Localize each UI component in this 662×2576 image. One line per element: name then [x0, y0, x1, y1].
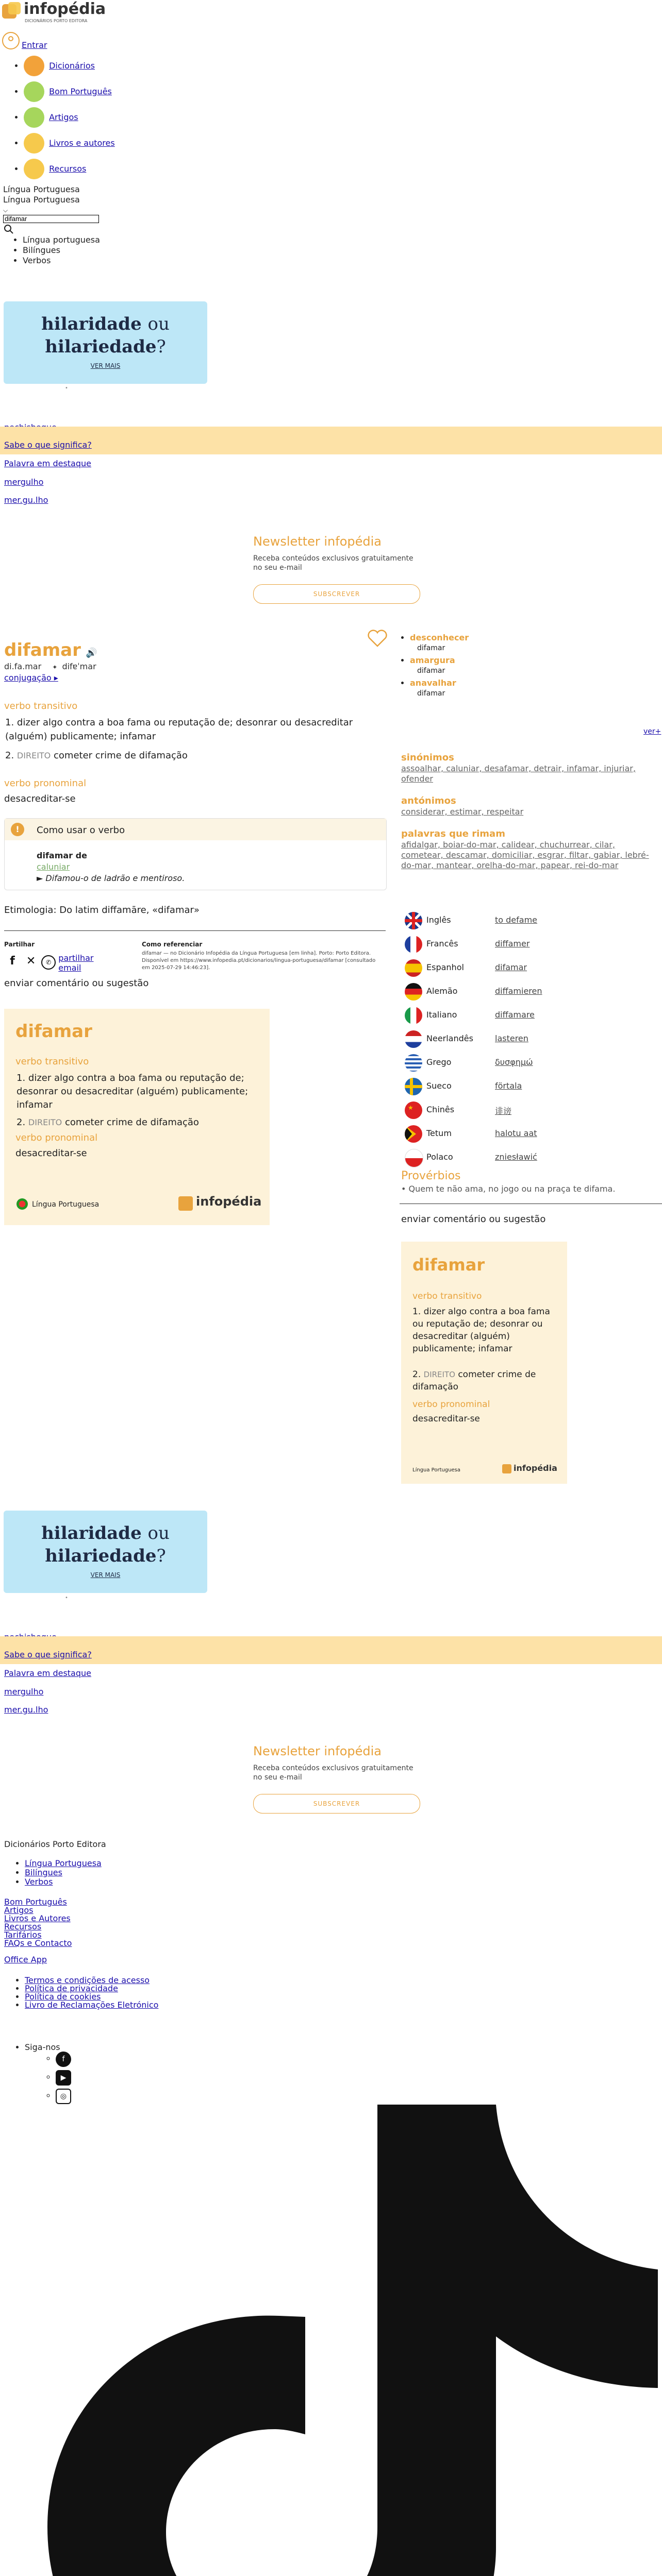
promo-question-mark: ?	[156, 336, 166, 357]
link-mergulho-2-text[interactable]: mergulho	[4, 1687, 44, 1697]
etymology	[4, 905, 200, 916]
audio-icon[interactable]: 🔊	[85, 648, 97, 658]
link-mergulho-syllables[interactable]	[4, 495, 48, 505]
def-number-1: 1.	[5, 717, 14, 728]
usage-example: ► Difamou-o de ladrão e mentiroso.	[37, 873, 185, 883]
proverbs-title: Provérbios	[401, 1170, 461, 1182]
antonyms-list[interactable]: considerar, estimar, respeitar	[401, 807, 524, 817]
search-icon[interactable]	[3, 224, 100, 235]
footer-legal-list	[4, 1976, 158, 2009]
user-icon	[2, 32, 20, 49]
card-def-text-2: cometer crime de difamação	[65, 1117, 199, 1128]
entry-header	[4, 640, 97, 660]
spain-flag-icon	[405, 959, 422, 977]
syllables: di.fa.mar	[4, 662, 42, 671]
translation-word[interactable]: to defame	[495, 915, 538, 925]
promo-or: ou	[147, 314, 170, 334]
translation-row[interactable]	[400, 1052, 657, 1074]
promo-question-mark: ?	[156, 1546, 166, 1566]
neighbor-word[interactable]: amargura	[410, 655, 455, 665]
card-def-2	[16, 1117, 199, 1128]
small-card-def-2	[412, 1368, 557, 1393]
logo[interactable]	[1, 0, 106, 23]
translation-row[interactable]	[400, 1028, 657, 1050]
link-mergulho-syllables-text[interactable]: mer.gu.lho	[4, 495, 48, 505]
neighbor-list	[400, 633, 657, 701]
neighbor-item[interactable]	[410, 655, 657, 678]
translation-row[interactable]	[400, 1123, 657, 1145]
def-number-2: 2.	[5, 750, 14, 761]
nav-item-artigos[interactable]	[24, 107, 178, 133]
greece-flag-icon	[405, 1054, 422, 1072]
office-app-link-text[interactable]: Office App	[4, 1955, 47, 1964]
newsletter-title-2: Newsletter infopédia	[253, 1744, 382, 1758]
translation-word[interactable]: zniesławić	[495, 1152, 537, 1162]
proverb-item: • Quem te não ama, no jogo ou na praça te difama.	[401, 1184, 616, 1194]
translation-language: Inglês	[426, 915, 451, 925]
card-pos-1: verbo transitivo	[15, 1056, 89, 1067]
translation-language: Alemão	[426, 986, 458, 996]
link-palavra-destaque-2-text[interactable]: Palavra em destaque	[4, 1668, 91, 1678]
translation-word[interactable]: diffamer	[495, 939, 530, 948]
promo-word-2: hilariedade	[45, 336, 157, 357]
conjugation-link-text[interactable]: conjugação ▸	[4, 673, 58, 683]
link-sabe-significa[interactable]	[4, 440, 92, 450]
translation-language: Grego	[426, 1057, 452, 1067]
speaker-icon: ✦	[52, 664, 58, 671]
footer-link-complaints[interactable]: Livro de Reclamações Eletrónico	[25, 2000, 159, 2010]
def-text-1: dizer algo contra a boa fama ou reputação de; desonrar ou desacreditar (alguém) publicamente; infamar	[5, 717, 353, 742]
small-card-def-3: desacreditar-se	[412, 1414, 480, 1424]
translation-word[interactable]: diffamieren	[495, 986, 542, 996]
see-more-link[interactable]	[643, 727, 661, 736]
small-card-headword: difamar	[412, 1255, 485, 1275]
youtube-icon[interactable]: ▶	[56, 2070, 71, 2086]
china-flag-icon	[405, 1101, 422, 1119]
timor-flag-icon	[405, 1125, 422, 1143]
promo-headline-2	[4, 1511, 207, 1567]
divider	[4, 930, 386, 931]
social-icons	[45, 2052, 71, 2107]
translation-row[interactable]	[400, 981, 657, 1003]
translation-row[interactable]	[400, 1147, 657, 1168]
facebook-icon[interactable]: f	[4, 953, 21, 970]
footer-dict-list	[4, 1859, 102, 1887]
neighbor-next: difamar	[417, 689, 445, 698]
link-mergulho-2[interactable]	[4, 1687, 43, 1697]
translation-row[interactable]	[400, 1005, 657, 1026]
books-icon	[24, 133, 44, 154]
translation-word[interactable]: halotu aat	[495, 1128, 537, 1138]
promo-word-1: hilaridade	[41, 314, 142, 334]
usage-title: Como usar o verbo	[37, 825, 125, 836]
small-card-def-1	[412, 1306, 557, 1355]
search-input[interactable]	[3, 215, 99, 223]
translation-language: Tetum	[426, 1128, 452, 1138]
share-buttons	[4, 953, 94, 973]
small-card-pos-2: verbo pronominal	[412, 1399, 490, 1410]
translation-language: Sueco	[426, 1081, 452, 1091]
translation-word[interactable]: difamar	[495, 962, 527, 972]
dictionary-select[interactable]: Língua Portuguesa	[3, 184, 80, 194]
footer-links	[4, 1898, 72, 1947]
link-mergulho-syllables-2[interactable]	[4, 1705, 48, 1715]
link-mergulho-text[interactable]: mergulho	[4, 477, 44, 487]
newsletter-subtitle: Receba conteúdos exclusivos gratuitamente no seu e-mail	[253, 554, 413, 572]
share-card	[4, 1009, 270, 1225]
footer-brand-title: Dicionários Porto Editora	[4, 1839, 106, 1849]
promo-link[interactable]: VER MAIS	[90, 362, 121, 369]
synonyms-list[interactable]: assoalhar, caluniar, desafamar, detrair, infamar, injuriar, ofender	[401, 764, 636, 784]
login-area[interactable]	[2, 32, 47, 50]
search-dictionary-options	[3, 235, 100, 266]
translation-word[interactable]: δυσφημώ	[495, 1057, 533, 1067]
proverb-text: Quem te não ama, no jogo ou na praça te difama.	[408, 1184, 616, 1194]
card-def-3: desacreditar-se	[15, 1148, 87, 1159]
definition-1	[5, 716, 387, 743]
email-share-image[interactable]: partilhar email	[58, 953, 94, 973]
logo-subtitle: DICIONÁRIOS PORTO EDITORA	[25, 19, 88, 23]
usage-gloss[interactable]: caluniar	[37, 862, 70, 872]
rhymes-list[interactable]: afidalgar, boiar-do-mar, calidear, chuchurrear, cilar, cometear, descamar, domiciliar, esgrar, filtar, gabiar, lebré-do-mar, mantear, orelha-do-mar, papear, rei-do-mar	[401, 840, 649, 870]
facebook-icon[interactable]: f	[56, 2052, 71, 2067]
footer-link-livros[interactable]: Livros e Autores	[4, 1913, 71, 1923]
etymology-text: Do latim diffamāre, «difamar»	[59, 905, 200, 916]
x-icon[interactable]: ✕	[23, 954, 39, 969]
def-domain-tag: DIREITO	[16, 751, 51, 760]
cite-label: Como referenciar	[142, 941, 203, 948]
def-text-2: cometer crime de difamação	[54, 750, 188, 761]
article-icon	[24, 107, 44, 128]
resources-icon	[24, 159, 44, 179]
neighbor-next: difamar	[417, 644, 445, 652]
translation-row[interactable]	[400, 957, 657, 979]
neighbor-word[interactable]: anavalhar	[410, 678, 456, 688]
login-link[interactable]: Entrar	[22, 40, 47, 50]
follow-label: • Siga-nos	[25, 2042, 60, 2052]
translation-language: Chinês	[426, 1105, 455, 1114]
footer-social	[4, 2042, 60, 2052]
search-area	[3, 184, 100, 266]
featured-strip-2	[0, 1636, 662, 1664]
nav-item-bom-portugues[interactable]	[24, 81, 178, 107]
link-mergulho[interactable]	[4, 477, 43, 487]
office-app-link[interactable]	[4, 1955, 47, 1964]
footer-link-privacy[interactable]: Política de privacidade	[25, 1984, 118, 1993]
translation-word[interactable]: diffamare	[495, 1010, 535, 1020]
card-def-number-2: 2.	[16, 1117, 26, 1128]
definition-2	[5, 750, 188, 761]
small-card-brand: infopédia	[514, 1463, 557, 1473]
footer-link-verbos[interactable]: Verbos	[25, 1877, 53, 1887]
footer-link-bom-portugues[interactable]: Bom Português	[4, 1897, 67, 1907]
nav-link-bom-portugues[interactable]: Bom Português	[49, 86, 112, 96]
nav-item-recursos[interactable]	[24, 159, 178, 184]
promo-banner-2[interactable]	[4, 1511, 207, 1593]
card-headword: difamar	[15, 1021, 92, 1042]
dictionary-select-label: Língua Portuguesa	[3, 195, 80, 205]
svg-text:★: ★	[408, 1104, 413, 1111]
card-def-tag: DIREITO	[28, 1117, 62, 1127]
book-icon	[24, 56, 44, 76]
neighbor-word[interactable]: desconhecer	[410, 633, 469, 642]
neighbor-item[interactable]	[410, 633, 657, 655]
link-sabe-significa-2[interactable]	[4, 1650, 92, 1659]
italy-flag-icon	[405, 1007, 422, 1024]
usage-box	[4, 818, 387, 890]
portugal-flag-icon	[16, 1198, 28, 1210]
pos-transitive: verbo transitivo	[4, 701, 78, 711]
footer-link-bilingues[interactable]: Bilíngues	[25, 1868, 62, 1877]
neighbor-next: difamar	[417, 667, 445, 675]
nav-item-livros[interactable]	[24, 133, 178, 159]
etymology-label: Etimologia:	[4, 905, 60, 916]
link-sabe-significa-2-text[interactable]: Sabe o que significa?	[4, 1650, 92, 1659]
info-icon: !	[11, 823, 24, 836]
newsletter-subscribe-button[interactable]: SUBSCREVER	[253, 584, 420, 604]
small-card-pos-1: verbo transitivo	[412, 1291, 482, 1301]
share-label: Partilhar	[4, 941, 35, 948]
card-pos-2: verbo pronominal	[15, 1132, 98, 1143]
nav-link-livros[interactable]: Livros e autores	[49, 138, 115, 148]
send-comment[interactable]: enviar comentário ou sugestão	[4, 978, 149, 989]
translation-word[interactable]: förtala	[495, 1081, 522, 1091]
pronunciation: difɐˈmar	[62, 662, 96, 671]
small-share-card	[401, 1242, 567, 1484]
small-card-def-tag: DIREITO	[423, 1370, 455, 1379]
france-flag-icon	[405, 936, 422, 953]
newsletter-title: Newsletter infopédia	[253, 534, 382, 549]
promo-link-2[interactable]: VER MAIS	[90, 1571, 121, 1579]
promo-word-2: hilariedade	[45, 1546, 157, 1566]
footer-link-cookies[interactable]: Política de cookies	[25, 1992, 101, 2002]
sweden-flag-icon	[405, 1078, 422, 1095]
nav-link-dicionarios[interactable]: Dicionários	[49, 60, 95, 71]
pos-pronominal: verbo pronominal	[4, 778, 87, 789]
promo-word-1: hilaridade	[41, 1523, 142, 1544]
newsletter-subtitle-2: Receba conteúdos exclusivos gratuitamente no seu e-mail	[253, 1764, 413, 1782]
nav-link-artigos[interactable]: Artigos	[49, 112, 78, 122]
small-card-def-number-2: 2.	[412, 1369, 421, 1380]
translation-row[interactable]	[400, 1099, 657, 1121]
usage-word: difamar de	[37, 851, 87, 860]
link-palavra-destaque[interactable]	[4, 459, 91, 468]
newsletter-subscribe-button-2[interactable]: SUBSCREVER	[253, 1794, 420, 1814]
netherlands-flag-icon	[405, 1030, 422, 1048]
instagram-icon[interactable]: ◎	[56, 2089, 71, 2104]
poland-flag-icon	[405, 1149, 423, 1167]
translation-language: Italiano	[426, 1010, 457, 1020]
nav-link-recursos[interactable]: Recursos	[49, 163, 87, 174]
antonyms-title: antónimos	[401, 795, 456, 806]
logo-text: infopédia	[24, 0, 106, 18]
tiktok-icon[interactable]	[47, 2105, 658, 2576]
promo-or: ou	[147, 1523, 170, 1544]
footer-link-artigos[interactable]: Artigos	[4, 1905, 34, 1915]
small-card-def-text-1: dizer algo contra a boa fama ou reputação de; desonrar ou desacreditar (alguém) publicamente; infamar	[412, 1307, 550, 1354]
footer-link-lingua[interactable]: Língua Portuguesa	[25, 1858, 102, 1868]
nav-item-dicionarios[interactable]	[24, 56, 178, 81]
card-def-1	[16, 1072, 264, 1112]
dropdown-chevron-icon[interactable]: ⌵	[3, 207, 8, 214]
conjugation-link[interactable]	[4, 673, 58, 683]
card-language: Língua Portuguesa	[32, 1200, 100, 1209]
whatsapp-icon[interactable]: ✆	[41, 955, 56, 970]
footer-link-faqs[interactable]: FAQs e Contacto	[4, 1938, 72, 1948]
logo-icon	[1, 1, 24, 21]
promo-banner[interactable]	[4, 301, 207, 384]
translation-row[interactable]	[400, 1076, 657, 1097]
card-def-number-1: 1.	[16, 1073, 26, 1083]
footer-link-terms[interactable]: Termos e condições de acesso	[25, 1975, 150, 1985]
card-def-text-1: dizer algo contra a boa fama ou reputação de; desonrar ou desacreditar (alguém) publicamente; infamar	[16, 1073, 249, 1110]
carousel-dot[interactable]: •	[65, 385, 68, 391]
translation-word[interactable]: lasteren	[495, 1033, 528, 1043]
card-logo-icon	[178, 1196, 193, 1211]
synonyms-title: sinónimos	[401, 752, 454, 763]
translation-language: Neerlandês	[426, 1033, 473, 1043]
link-sabe-significa-text[interactable]: Sabe o que significa?	[4, 440, 92, 450]
featured-strip	[0, 427, 662, 454]
uk-flag-icon	[405, 912, 422, 929]
option-verbos[interactable]: • Verbos	[23, 256, 100, 266]
cite-text: difamar — no Dicionário Infopédia da Língua Portuguesa [em linha]. Porto: Porto Editora. Disponível em https://www.infopedia.pt/dicionarios/lingua-portuguesa/difamar [consultado em 2025-07-29 14:46:23].	[142, 951, 376, 971]
rhymes-title: palavras que rimam	[401, 828, 505, 839]
translation-language: Polaco	[426, 1152, 453, 1162]
option-bilingues[interactable]: • Bilíngues	[23, 245, 100, 256]
chat-icon	[24, 81, 44, 102]
headword: difamar	[4, 640, 81, 660]
carousel-dot-2[interactable]: •	[65, 1595, 68, 1601]
small-card-language: Língua Portuguesa	[412, 1467, 461, 1473]
see-more-text[interactable]: ver+	[643, 727, 661, 736]
main-nav	[3, 56, 178, 184]
pronunciation-row	[4, 662, 96, 671]
link-palavra-destaque-text[interactable]: Palavra em destaque	[4, 459, 91, 468]
promo-headline	[4, 301, 207, 358]
option-lingua[interactable]: • Língua portuguesa	[23, 235, 100, 245]
germany-flag-icon	[405, 983, 422, 1001]
translation-row[interactable]	[400, 934, 657, 955]
small-card-def-text-2: cometer crime de difamação	[412, 1369, 536, 1392]
footer-link-recursos[interactable]: Recursos	[4, 1922, 42, 1931]
translation-language: Espanhol	[426, 962, 464, 972]
definition-3: desacreditar-se	[4, 793, 76, 804]
neighbor-item[interactable]	[410, 678, 657, 701]
translation-row[interactable]	[400, 910, 657, 931]
link-mergulho-syllables-2-text[interactable]: mer.gu.lho	[4, 1705, 48, 1715]
sidebar-send-comment[interactable]: enviar comentário ou sugestão	[401, 1214, 546, 1225]
small-card-logo-icon	[502, 1464, 511, 1473]
link-palavra-destaque-2[interactable]	[4, 1668, 91, 1678]
footer-link-tarifarios[interactable]: Tarifários	[4, 1930, 42, 1940]
translation-language: Francês	[426, 939, 458, 948]
favorite-heart-icon[interactable]	[367, 630, 388, 650]
small-card-def-number-1: 1.	[412, 1307, 421, 1317]
translation-word[interactable]: 诽谤	[495, 1106, 512, 1116]
card-brand: infopédia	[196, 1194, 262, 1209]
